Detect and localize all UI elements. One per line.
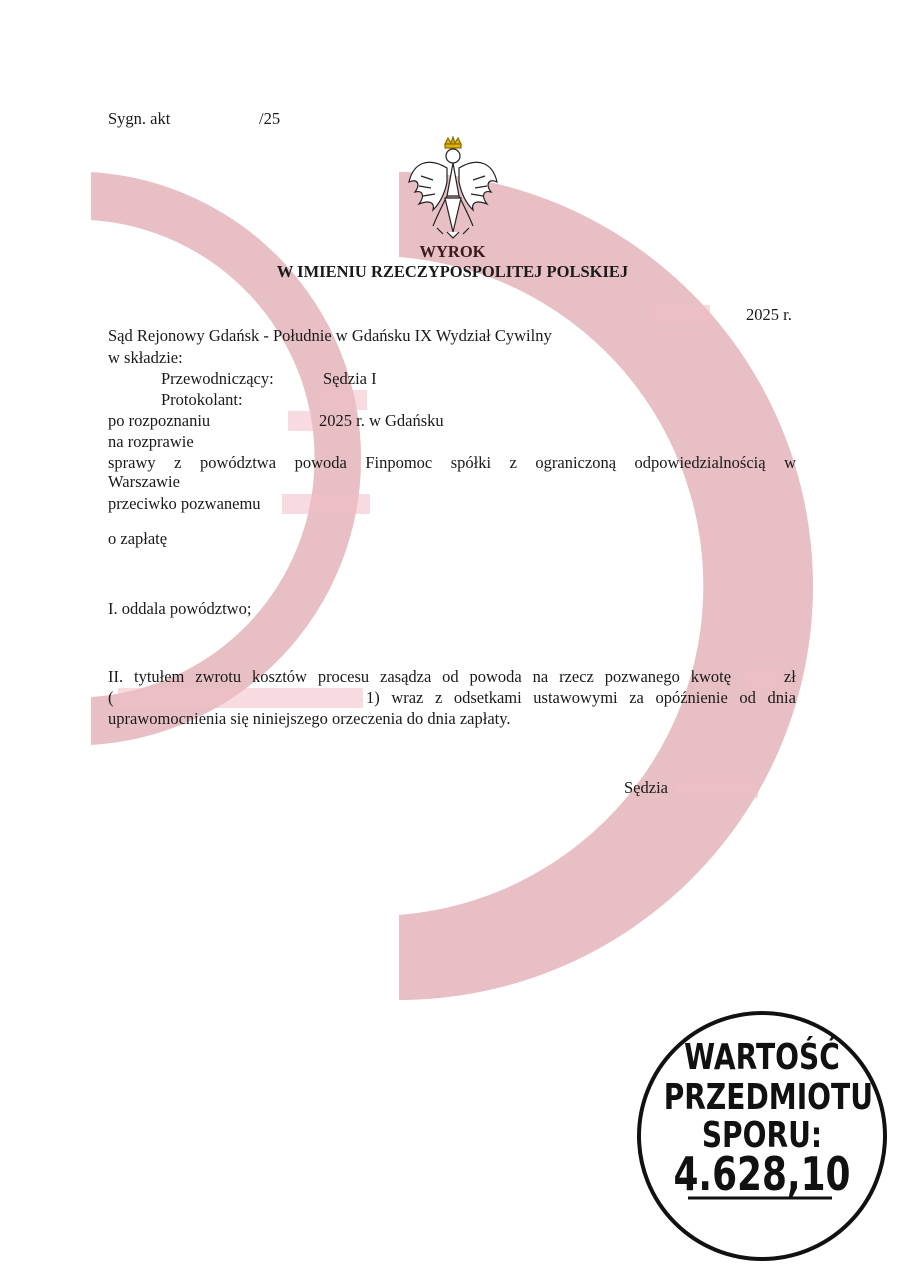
ruling-word: kwotę: [690, 667, 732, 686]
redacted-date: [650, 305, 710, 325]
case-line-1: [108, 453, 796, 473]
ruling-word: kosztów: [251, 667, 307, 686]
case-subject: o zapłatę: [108, 529, 168, 548]
ruling-word: z: [434, 688, 443, 707]
ruling-word: procesu: [317, 667, 370, 686]
case-line-2: Warszawie: [108, 472, 180, 491]
signature-label: Sędzia: [624, 778, 668, 797]
case-word: powództwa: [199, 453, 277, 472]
case-word: ograniczoną: [535, 453, 617, 472]
ruling-word: od: [442, 667, 459, 686]
case-word: sprawy: [108, 453, 156, 472]
ruling-word: zasądza: [380, 667, 432, 686]
ruling-word: powoda: [469, 667, 522, 686]
redacted-amount: [745, 667, 781, 687]
hearing-date-suffix: 2025 r. w Gdańsku: [319, 411, 444, 430]
case-word: odpowiedzialnością: [634, 453, 766, 472]
ruling-word: II.: [108, 667, 124, 686]
case-word: spółki: [450, 453, 492, 472]
ruling-point-2-line-2: [366, 688, 796, 708]
hearing-on: na rozprawie: [108, 432, 194, 451]
ruling-word: ustawowymi: [533, 688, 618, 707]
ruling-word: zł: [783, 667, 796, 686]
ruling-word: odsetkami: [453, 688, 522, 707]
case-word: powoda: [294, 453, 347, 472]
ruling-word: rzecz: [559, 667, 594, 686]
case-word: w: [784, 453, 796, 472]
ruling-point-2-line-3: uprawomocnienia się niniejszego orzeczenia do dnia zapłaty.: [108, 709, 511, 728]
ruling-point-2-line-1: [108, 667, 796, 687]
ruling-word: na: [532, 667, 549, 686]
document-subtitle: W IMIENIU RZECZYPOSPOLITEJ POLSKIEJ: [276, 262, 629, 281]
redacted-hearing-date: [288, 411, 314, 431]
redacted-judge-name: [676, 778, 758, 798]
document-title: WYROK: [419, 242, 486, 261]
against-label: przeciwko pozwanemu: [108, 494, 261, 513]
dispute-value-stamp: [636, 1010, 888, 1262]
redacted-clerk: [319, 390, 367, 410]
case-signature-label: Sygn. akt: [108, 109, 171, 128]
stamp-line-2: PRZEDMIOTU: [663, 1077, 873, 1118]
ruling-point-1: I. oddala powództwo;: [108, 599, 252, 618]
chair-label: Przewodniczący:: [161, 369, 274, 388]
ruling-word: tytułem: [133, 667, 185, 686]
composition-label: w składzie:: [108, 348, 183, 367]
ruling-word: opóźnienie: [655, 688, 728, 707]
clerk-label: Protokolant:: [161, 390, 243, 409]
ruling-open-paren: (: [108, 688, 114, 707]
judgment-date: 2025 r.: [746, 305, 792, 324]
redacted-defendant: [282, 494, 370, 514]
stamp-line-1: WARTOŚĆ: [684, 1037, 840, 1078]
ruling-word: od: [739, 688, 756, 707]
court-name: Sąd Rejonowy Gdańsk - Południe w Gdańsku IX Wydział Cywilny: [108, 326, 552, 345]
stamp-amount: 4.628,10: [673, 1147, 851, 1201]
ruling-word: wraz: [391, 688, 424, 707]
redacted-amount-words: [118, 688, 363, 708]
case-signature-suffix: /25: [259, 109, 281, 128]
case-word: z: [509, 453, 517, 472]
ruling-word: zwrotu: [195, 667, 242, 686]
ruling-word: za: [629, 688, 644, 707]
case-word: z: [174, 453, 182, 472]
ruling-word: 1): [366, 688, 380, 707]
ruling-word: pozwanego: [604, 667, 680, 686]
chair-value: Sędzia I: [323, 369, 377, 388]
ruling-word: dnia: [767, 688, 796, 707]
hearing-prefix: po rozpoznaniu: [108, 411, 211, 430]
case-word: Finpomoc: [365, 453, 433, 472]
stamp-line-3: SPORU:: [701, 1115, 823, 1156]
